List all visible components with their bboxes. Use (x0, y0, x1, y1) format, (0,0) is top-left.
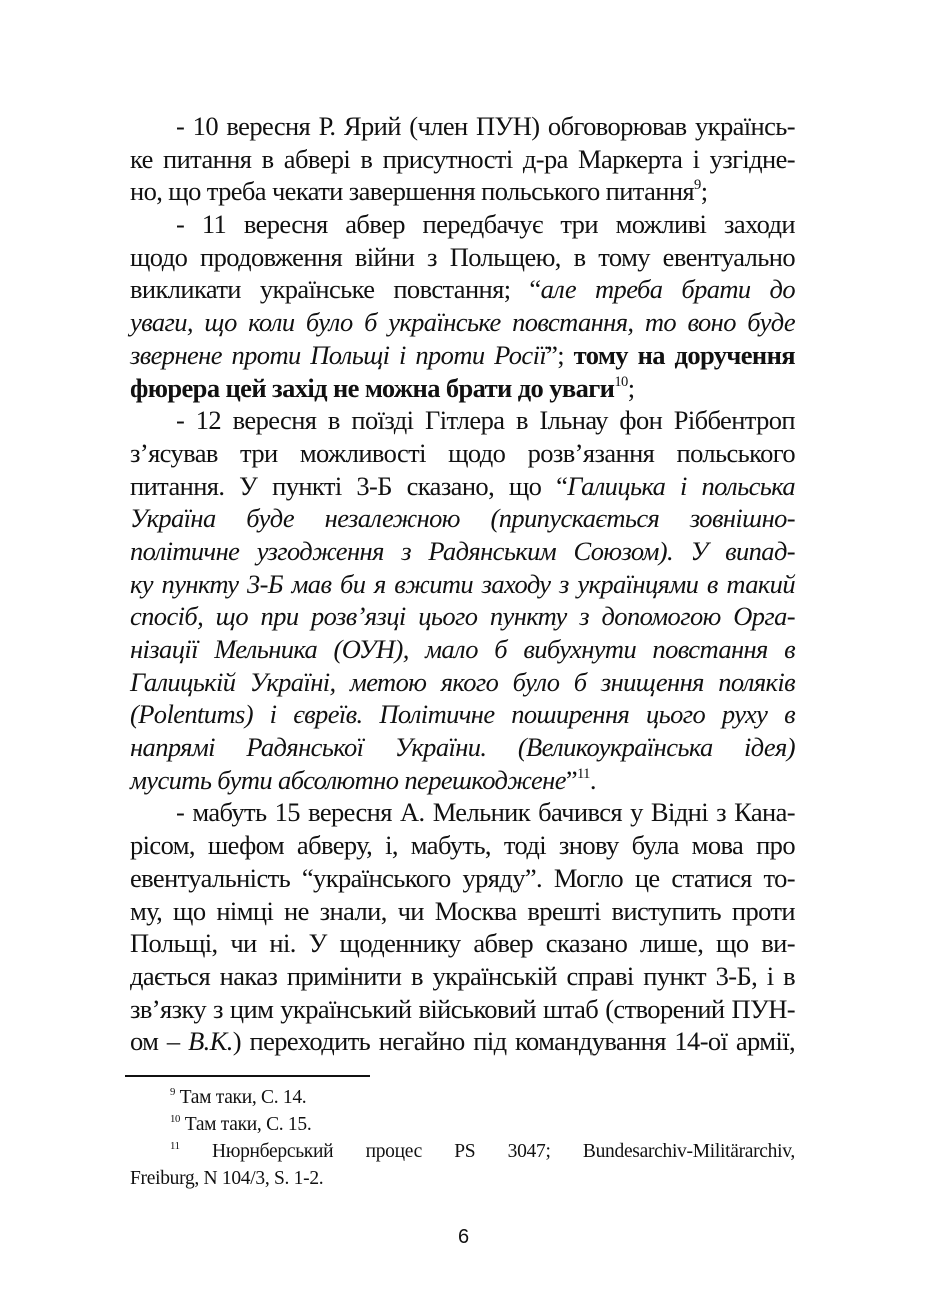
text-run: . (589, 764, 596, 795)
text-run: Польщі, чи ні. У щоденнику абвер сказано лише, що ви- (130, 928, 795, 959)
text-run: Галицька і польська (567, 470, 795, 501)
text-run: звернене проти Польщі і проти Росії (130, 339, 547, 370)
text-run: ке питання в абвері в присутності д-ра Маркерта і узгідне- (130, 143, 795, 174)
text-line (130, 927, 795, 960)
text-run: ; (627, 372, 635, 403)
text-run: ; (700, 176, 708, 207)
text-line (130, 143, 795, 176)
text-run: політичне узгодження з Радянським Союзом). У випад- (130, 535, 795, 566)
text-run: нізації Мельника (ОУН), мало б вибухнути повстання в (130, 634, 795, 664)
text-run: - мабуть 15 вересня А. Мельник бачився у Відні з Кана- (176, 797, 795, 828)
text-run: Freiburg, N 104/3, S. 1-2. (130, 1168, 324, 1189)
text-run: напрямі Радянської України. (Великоукраїнська ідея) (130, 732, 795, 763)
text-run: ”; (546, 339, 574, 370)
footnote-line (130, 1111, 795, 1138)
text-run: питання. У пункті 3-Б сказано, що “ (130, 470, 568, 501)
text-line (130, 862, 795, 895)
text-line (130, 698, 795, 731)
text-run: рісом, шефом абверу, і, мабуть, тоді знову була мова про (130, 830, 795, 861)
text-run: зв’язку з цим український військовий штаб (створений ПУН- (130, 993, 795, 1024)
footnote-ref: 11 (170, 1139, 180, 1152)
text-line (130, 208, 795, 241)
text-run: Там таки, С. 15. (180, 1114, 312, 1135)
text-line (130, 470, 795, 503)
text-run: з’ясував три можливості щодо розв’язання польського (130, 437, 795, 468)
footnote-ref: 11 (577, 765, 590, 782)
text-line (130, 306, 795, 339)
text-line (130, 993, 795, 1026)
text-run: евентуальність “українського уряду”. Могло це статися то- (130, 862, 795, 893)
footnote-ref: 9 (170, 1085, 176, 1098)
text-run: викликати українське повстання; “ (130, 274, 541, 305)
footnote-line (130, 1138, 795, 1165)
text-run: тому на доручення (573, 339, 795, 370)
text-line (130, 437, 795, 470)
text-run: Нюрнберський процес PS 3047; Bundesarchiv-Militärarchiv, (179, 1141, 795, 1162)
footnote-line (130, 1084, 795, 1111)
text-run: Там таки, С. 14. (175, 1087, 307, 1108)
text-run: мусить бути абсолютно перешкоджене (130, 764, 566, 795)
text-line (130, 1025, 795, 1058)
footnote-divider (125, 1075, 370, 1077)
text-run: - 10 вересня Р. Ярий (член ПУН) обговорював українсь- (176, 111, 795, 141)
text-run: ку пункту 3-Б мав би я вжити заходу з українцями в такий (130, 568, 795, 599)
text-line (130, 600, 795, 633)
text-run: ом – (130, 1026, 189, 1057)
text-line (130, 535, 795, 568)
text-line (130, 273, 795, 306)
text-run: - 11 вересня абвер передбачує три можливі заходи (176, 209, 795, 240)
text-line (130, 404, 795, 437)
text-run: (Polentums) і євреїв. Політичне поширення цього руху в (130, 699, 795, 730)
text-run: спосіб, що при розв’язці цього пункту з допомогою Орга- (130, 601, 795, 632)
footnote-ref: 9 (694, 177, 701, 194)
text-run: ” (565, 764, 578, 795)
text-run: щодо продовження війни з Польщею, в тому евентуально (130, 241, 795, 272)
text-run: але треба брати до (540, 274, 795, 305)
text-line (130, 960, 795, 993)
page-number: 6 (457, 1226, 470, 1248)
text-line (130, 796, 795, 829)
footnotes (130, 1084, 795, 1192)
text-line (130, 829, 795, 862)
footnote-ref: 10 (170, 1112, 181, 1125)
text-run: Україна буде незалежною (припускається зовнішно- (130, 503, 795, 534)
text-line (130, 241, 795, 274)
text-run: но, що треба чекати завершення польського питання (130, 176, 695, 207)
text-run: Галицькій Україні, метою якого було б знищення поляків (130, 666, 795, 697)
text-run: - 12 вересня в поїзді Гітлера в Ільнау фон Ріббентроп (176, 405, 795, 436)
text-line (130, 666, 795, 699)
text-run: му, що німці не знали, чи Москва врешті виступить проти (130, 895, 795, 926)
text-run: дається наказ примінити в українській справі пункт 3-Б, і в (130, 960, 795, 991)
footnote-ref: 10 (614, 373, 628, 390)
text-line (130, 339, 795, 372)
text-run: фюрера цей захід не можна брати до уваги (130, 372, 615, 403)
text-line (130, 568, 795, 601)
text-run: ) переходить негайно під командування 14-ої армії, (232, 1026, 796, 1057)
text-line (130, 502, 795, 535)
text-run: В.К. (188, 1026, 233, 1057)
footnote-line (130, 1165, 795, 1192)
text-line (130, 764, 795, 797)
text-line (130, 633, 795, 666)
text-line (130, 175, 795, 208)
text-line (130, 731, 795, 764)
body-text (130, 110, 795, 1058)
text-line (130, 895, 795, 928)
text-run: уваги, що коли було б українське повстання, то воно буде (130, 307, 795, 338)
text-line (130, 372, 795, 405)
text-line (130, 110, 795, 143)
